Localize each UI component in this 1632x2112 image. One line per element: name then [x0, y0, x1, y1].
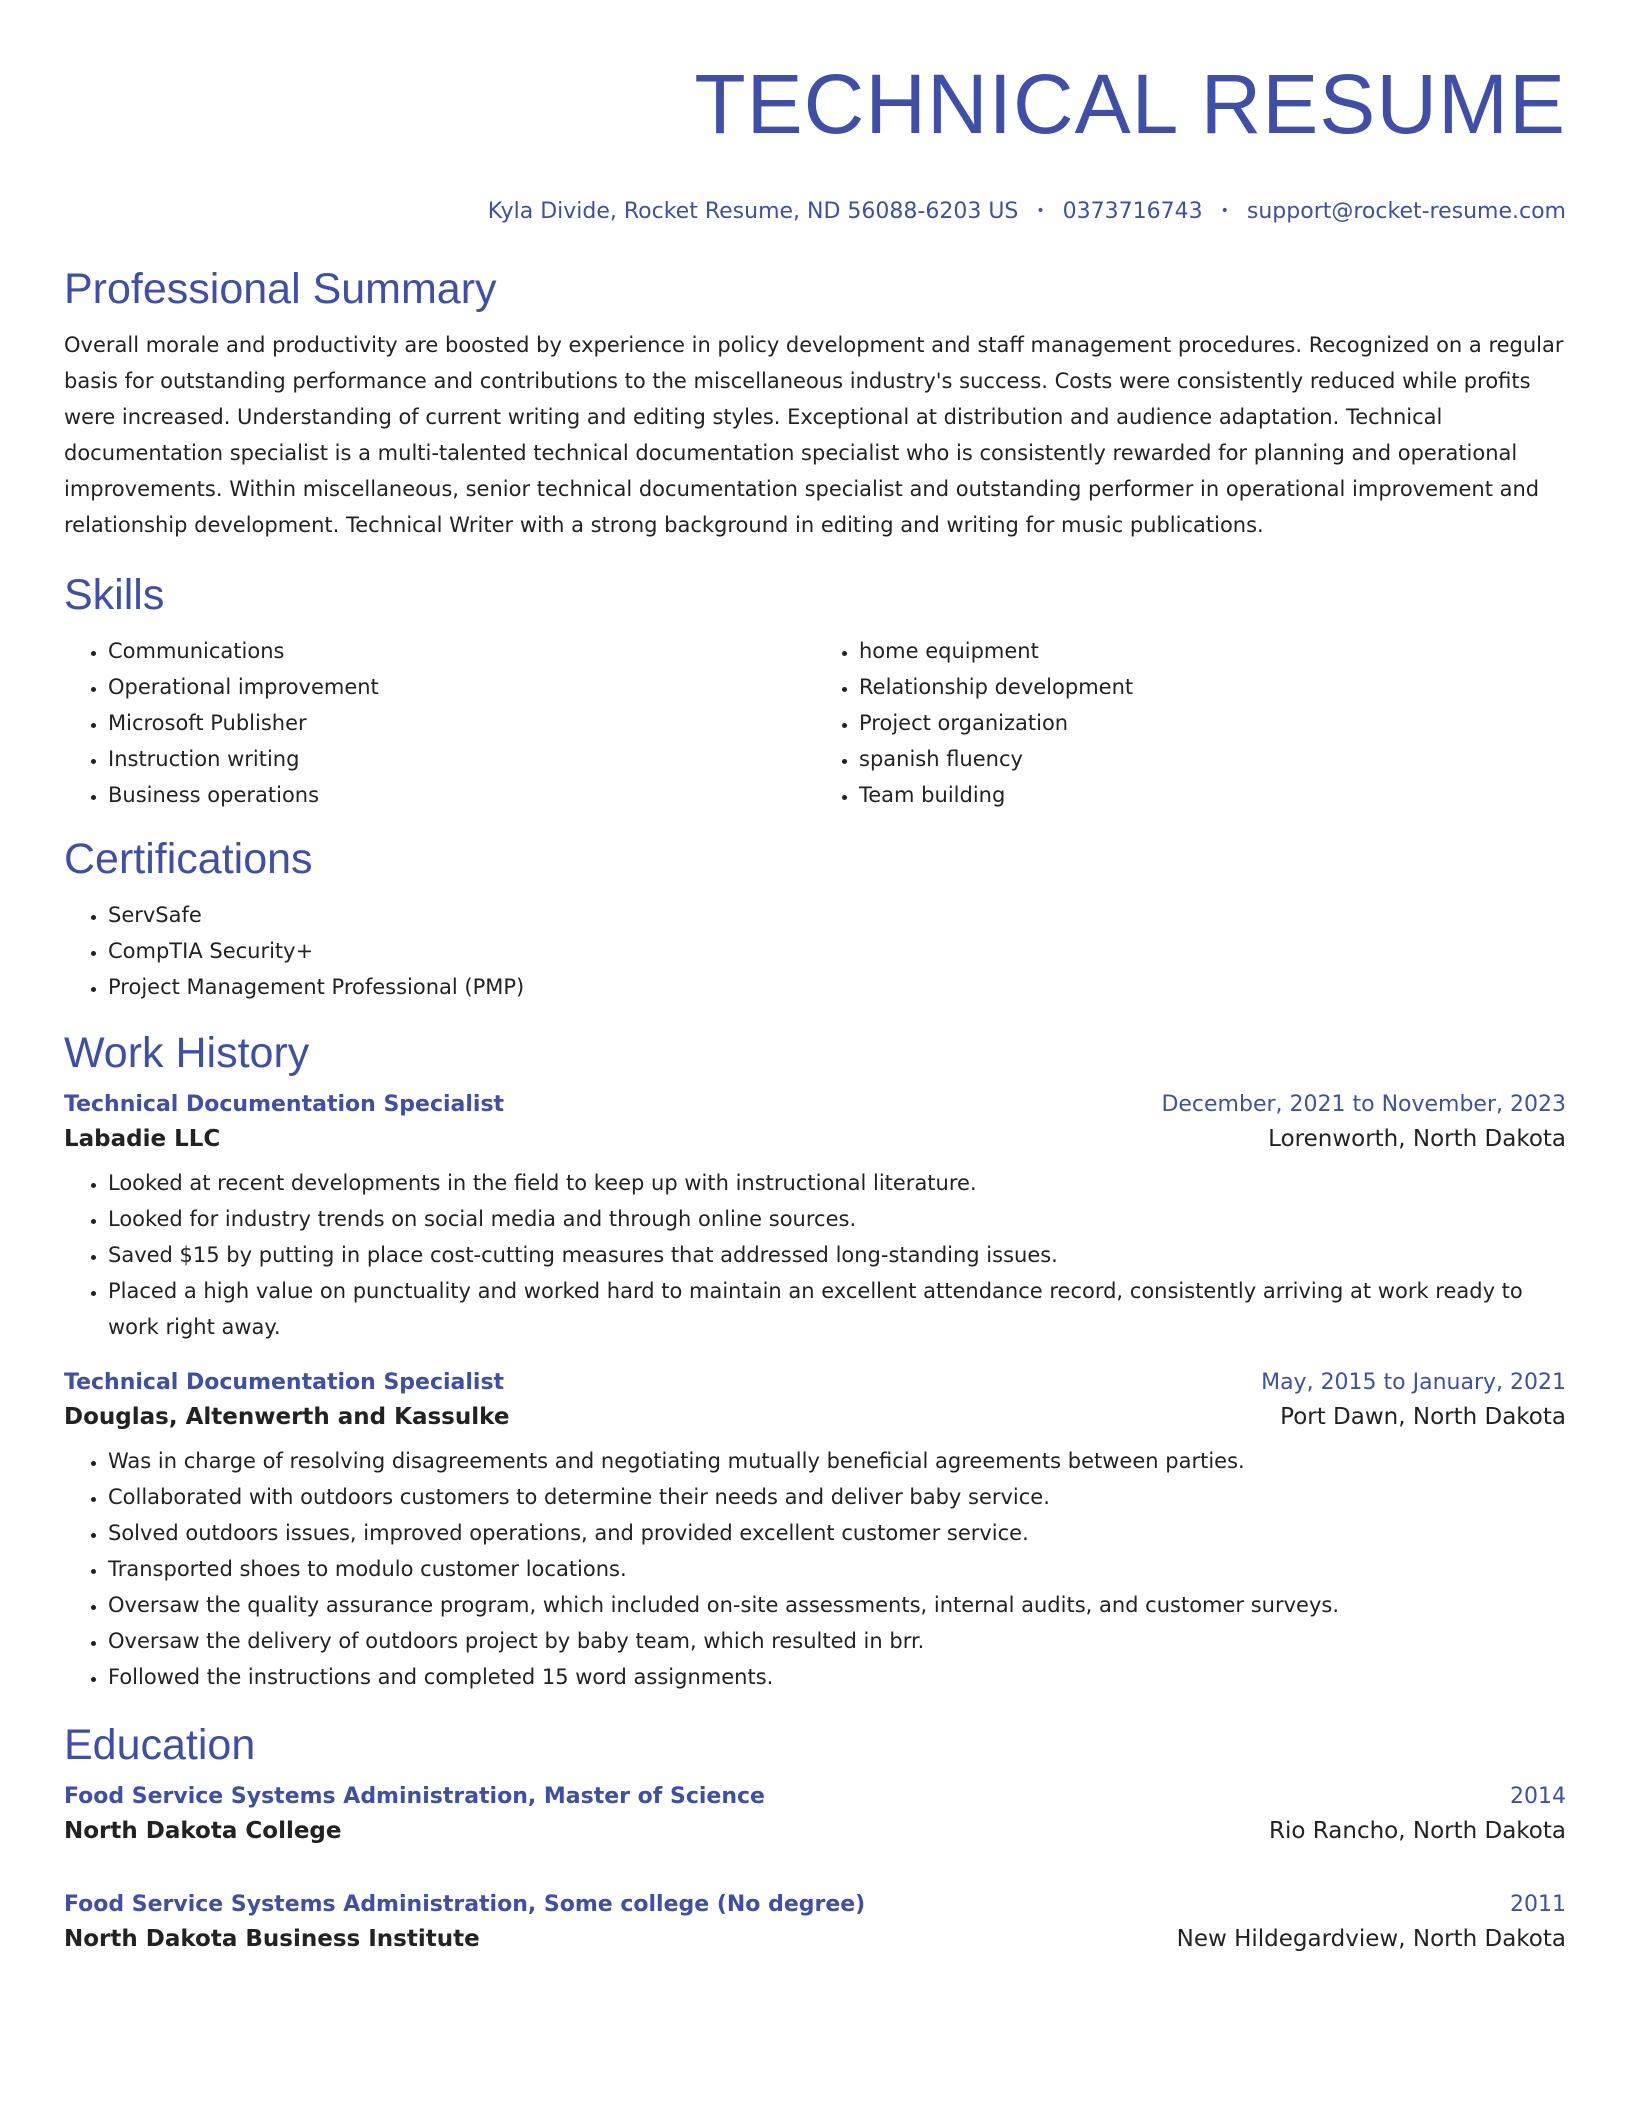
education-entry: [64, 1781, 1566, 1849]
job-bullet: • Looked for industry trends on social media and through online sources.: [108, 1201, 1566, 1237]
education-school: North Dakota College: [64, 1818, 342, 1844]
contact-address: Kyla Divide, Rocket Resume, ND 56088-6203 US: [487, 199, 1019, 224]
summary-heading: Professional Summary: [64, 265, 497, 313]
job-bullet: • Placed a high value on punctuality and worked hard to maintain an excellent attendance record, consistently arriving at work ready to work right away.: [108, 1273, 1566, 1345]
contact-email[interactable]: support@rocket-resume.com: [1246, 199, 1566, 224]
certifications-heading: Certifications: [64, 835, 313, 883]
skills-heading: Skills: [64, 571, 165, 619]
resume-page: [64, 0, 1566, 1957]
job-bullet: • Was in charge of resolving disagreements and negotiating mutually beneficial agreements between parties.: [108, 1443, 1566, 1479]
education-degree: Food Service Systems Administration, Some college (No degree): [64, 1892, 866, 1917]
job-title: Technical Documentation Specialist: [64, 1092, 505, 1117]
skills-list: [64, 633, 1566, 813]
job-bullet: • Collaborated with outdoors customers to determine their needs and deliver baby service.: [108, 1479, 1566, 1515]
work-history-heading: Work History: [64, 1029, 310, 1077]
education-year: 2011: [1510, 1892, 1566, 1917]
skill-item: • spanish fluency: [859, 741, 1566, 777]
job-entry: [64, 1089, 1566, 1345]
job-title: Technical Documentation Specialist: [64, 1370, 505, 1395]
education-school-row: [64, 1813, 1566, 1849]
job-bullet: • Saved $15 by putting in place cost-cutting measures that addressed long-standing issues.: [108, 1237, 1566, 1273]
job-location: Port Dawn, North Dakota: [1280, 1404, 1566, 1430]
job-company: Douglas, Altenwerth and Kassulke: [64, 1404, 510, 1430]
job-header-row: [64, 1089, 1566, 1121]
job-bullets: [64, 1443, 1566, 1695]
job-entry: [64, 1367, 1566, 1695]
job-location: Lorenworth, North Dakota: [1268, 1126, 1566, 1152]
skill-item: • Team building: [859, 777, 1566, 813]
certification-item: • CompTIA Security+: [108, 933, 1566, 969]
skill-item: • Relationship development: [859, 669, 1566, 705]
job-bullet: • Looked at recent developments in the field to keep up with instructional literature.: [108, 1165, 1566, 1201]
education-school-row: [64, 1921, 1566, 1957]
job-company-row: [64, 1399, 1566, 1435]
summary-text: Overall morale and productivity are boosted by experience in policy development and staff management procedures. Recognized on a regular basis for outstanding performance and contributions to the miscellaneous industry's success. Costs were consistently reduced while profits were increased. Understanding of current writing and editing styles. Exceptional at distribution and audience adaptation. Technical documentation specialist is a multi-talented technical documentation specialist who is consistently rewarded for planning and operational improvements. Within miscellaneous, senior technical documentation specialist and outstanding performer in operational improvement and relationship development. Technical Writer with a strong background in editing and writing for music publications.: [64, 333, 1564, 537]
education-heading: Education: [64, 1721, 256, 1769]
education-year: 2014: [1510, 1784, 1566, 1809]
education-location: New Hildegardview, North Dakota: [1176, 1926, 1566, 1952]
job-company-row: [64, 1121, 1566, 1157]
skill-item: • Communications: [108, 633, 815, 669]
skills-column-left: [64, 633, 815, 813]
job-header-row: [64, 1367, 1566, 1399]
certification-item: • Project Management Professional (PMP): [108, 969, 1566, 1005]
education-entry: [64, 1889, 1566, 1957]
job-bullet: • Solved outdoors issues, improved operations, and provided excellent customer service.: [108, 1515, 1566, 1551]
skill-item: • Operational improvement: [108, 669, 815, 705]
job-dates: May, 2015 to January, 2021: [1261, 1370, 1566, 1395]
education-location: Rio Rancho, North Dakota: [1269, 1818, 1566, 1844]
education-degree: Food Service Systems Administration, Master of Science: [64, 1784, 765, 1809]
contact-separator: •: [1220, 203, 1229, 219]
contact-phone: 0373716743: [1062, 199, 1203, 224]
skill-item: • Microsoft Publisher: [108, 705, 815, 741]
skill-item: • Instruction writing: [108, 741, 815, 777]
job-bullets: [64, 1165, 1566, 1345]
job-bullet: • Followed the instructions and completed 15 word assignments.: [108, 1659, 1566, 1695]
resume-title: TECHNICAL RESUME: [694, 57, 1566, 151]
job-bullet: • Transported shoes to modulo customer locations.: [108, 1551, 1566, 1587]
skills-column-right: [815, 633, 1566, 813]
skill-item: • home equipment: [859, 633, 1566, 669]
contact-line: [64, 196, 1566, 227]
certifications-list: [64, 897, 1566, 1005]
skill-item: • Business operations: [108, 777, 815, 813]
job-dates: December, 2021 to November, 2023: [1161, 1092, 1566, 1117]
certification-item: • ServSafe: [108, 897, 1566, 933]
education-header-row: [64, 1889, 1566, 1921]
job-company: Labadie LLC: [64, 1126, 221, 1152]
contact-separator: •: [1036, 203, 1045, 219]
education-header-row: [64, 1781, 1566, 1813]
job-bullet: • Oversaw the delivery of outdoors project by baby team, which resulted in brr.: [108, 1623, 1566, 1659]
job-bullet: • Oversaw the quality assurance program, which included on-site assessments, internal audits, and customer surveys.: [108, 1587, 1566, 1623]
skill-item: • Project organization: [859, 705, 1566, 741]
education-school: North Dakota Business Institute: [64, 1926, 480, 1952]
